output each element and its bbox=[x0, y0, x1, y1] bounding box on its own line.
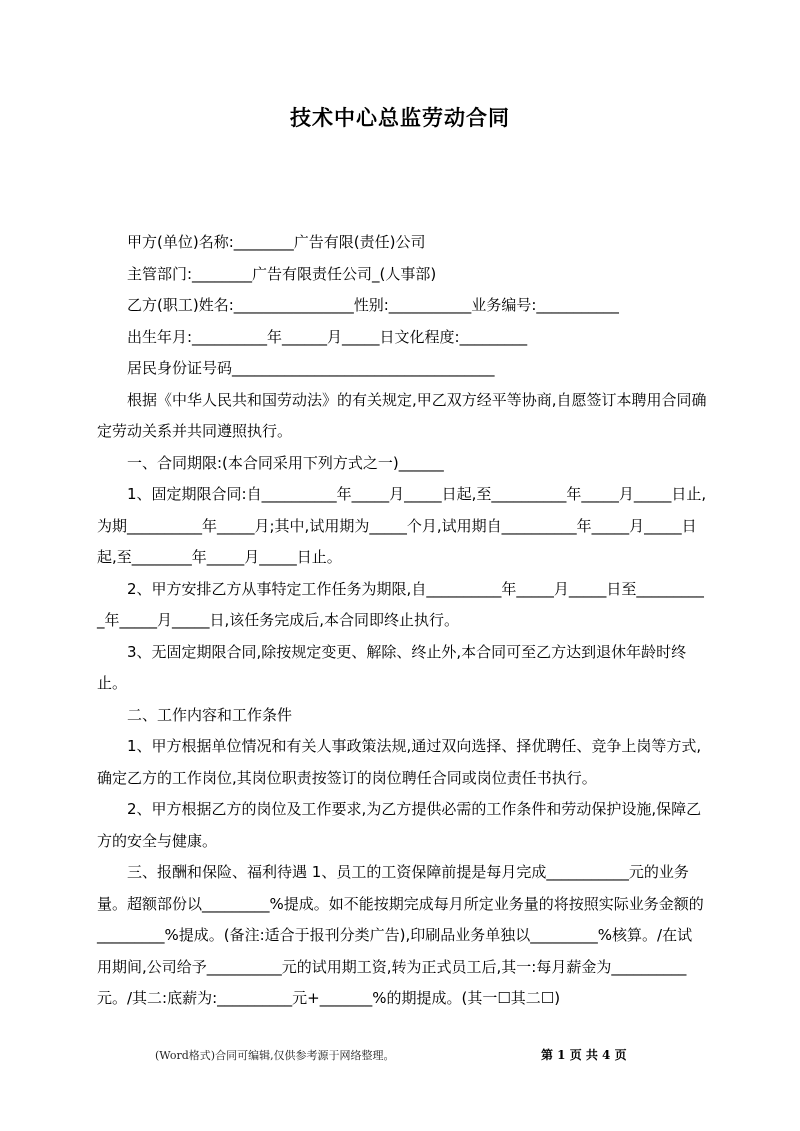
paragraph-compensation: 三、报酬和保险、福利待遇 1、员工的工资保障前提是每月完成___________元的业务量。超额部份以_________%提成。如不能按期完成每月所定业务量的将按照实际业务金额的_________%提成。(备注:适合于报刊分类广告),印刷品业务单独以_________%核算。/在试用期间,公司给予__________元的试用期工资,转为正式员工后,其一:每月薪金为__________元。/其二:底薪为:__________元+_______%的期提成。(其一☐其二☐) bbox=[97, 863, 704, 1007]
paragraph-id-number: 居民身份证号码___________________________________ bbox=[127, 359, 495, 377]
paragraph-supervising-dept: 主管部门:________广告有限责任公司_(人事部) bbox=[127, 264, 437, 283]
footer-note: (Word格式)合同可编辑,仅供参考源于网络整理。 bbox=[155, 1049, 395, 1062]
paragraph-work-position: 1、甲方根据单位情况和有关人事政策法规,通过双向选择、择优聘任、竞争上岗等方式,确定乙方的工作岗位,其岗位职责按签订的岗位聘任合同或岗位责任书执行。 bbox=[97, 737, 702, 787]
heading-work-content: 二、工作内容和工作条件 bbox=[127, 705, 293, 724]
document-title: 技术中心总监劳动合同 bbox=[290, 106, 510, 130]
heading-contract-term: 一、合同期限:(本合同采用下列方式之一)______ bbox=[127, 453, 444, 472]
paragraph-fixed-term: 1、固定期限合同:自__________年_____月_____日起,至__________年_____月_____日止,为期__________年_____月;其中,试用期为_____个月,试用期自__________年_____月_____日起,至________年_____月_____日止。 bbox=[97, 485, 707, 566]
paragraph-preamble: 根据《中华人民共和国劳动法》的有关规定,甲乙双方经平等协商,自愿签订本聘用合同确定劳动关系并共同遵照执行。 bbox=[97, 390, 707, 440]
document-body bbox=[97, 227, 707, 1015]
paragraph-task-term: 2、甲方安排乙方从事特定工作任务为期限,自__________年_____月_____日至__________年_____月_____日,该任务完成后,本合同即终止执行。 bbox=[97, 579, 704, 629]
paragraph-work-conditions: 2、甲方根据乙方的岗位及工作要求,为乙方提供必需的工作条件和劳动保护设施,保障乙方的安全与健康。 bbox=[97, 800, 702, 850]
paragraph-birth-date: 出生年月:__________年______月_____日文化程度:_________ bbox=[127, 327, 528, 346]
paragraph-open-term: 3、无固定期限合同,除按规定变更、解除、终止外,本合同可至乙方达到退休年龄时终止。 bbox=[97, 642, 687, 692]
paragraph-party-a-name: 甲方(单位)名称:________广告有限(责任)公司 bbox=[127, 233, 426, 251]
page-number: 第 1 页 共 4 页 bbox=[541, 1048, 627, 1062]
paragraph-party-b-name: 乙方(职工)姓名:________________性别:___________业务编号:___________ bbox=[127, 296, 619, 314]
